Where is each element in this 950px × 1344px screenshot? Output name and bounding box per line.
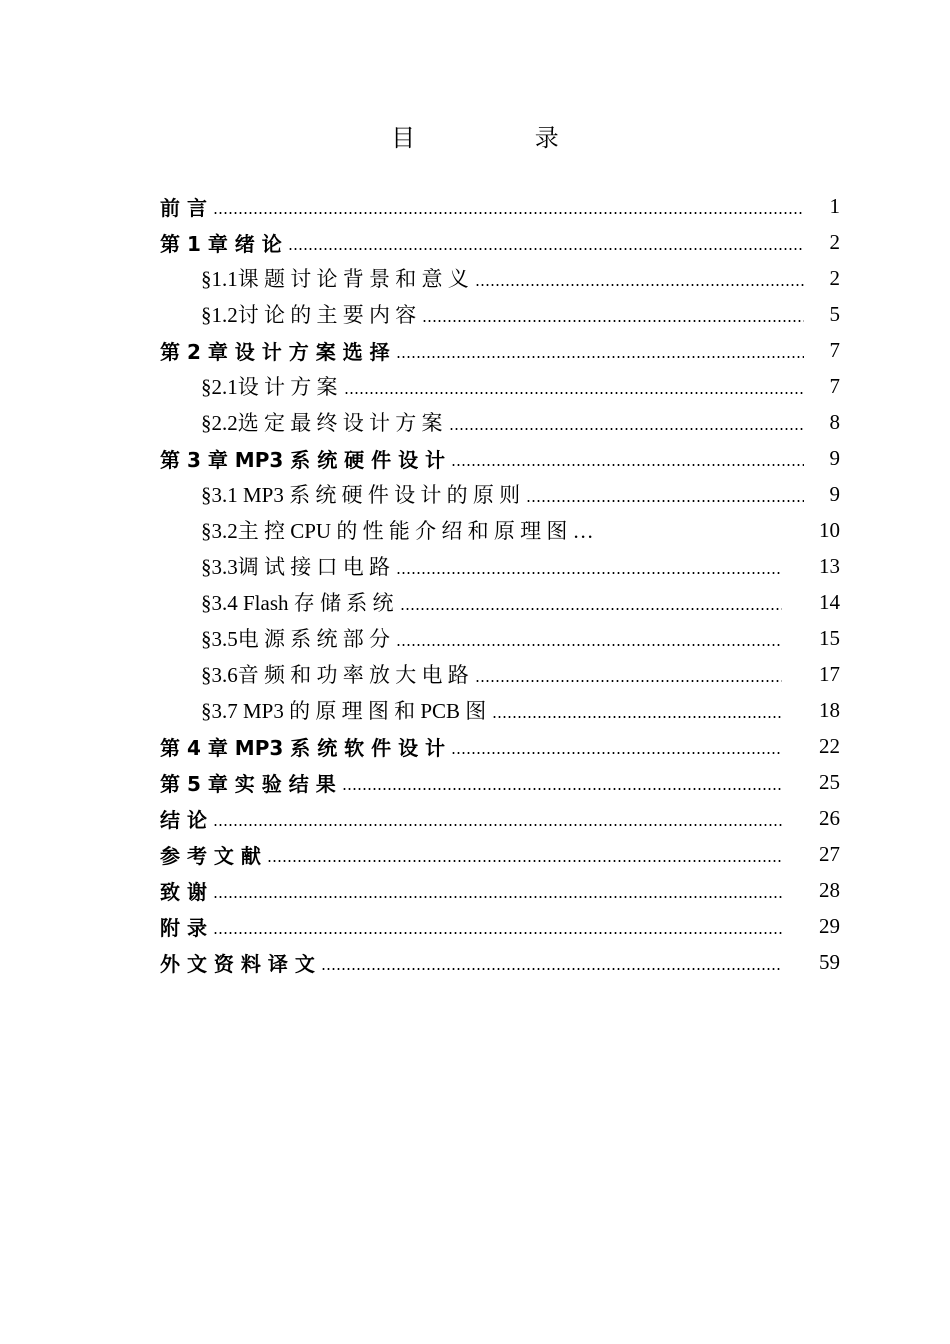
- toc-entry[interactable]: [160, 440, 840, 476]
- toc-page-number: 59: [819, 949, 840, 974]
- toc-page-number: 9: [829, 445, 840, 470]
- toc-entry-label: §3.6音 频 和 功 率 放 大 电 路: [201, 663, 469, 687]
- page-title: 目 录: [391, 124, 615, 152]
- toc-entry[interactable]: [160, 872, 840, 908]
- dot-leader: [400, 593, 782, 611]
- toc-entry[interactable]: [160, 548, 840, 584]
- toc-page-number: 7: [829, 373, 840, 398]
- toc-page-number: 17: [819, 661, 840, 686]
- dot-leader: [475, 665, 782, 683]
- toc-entry[interactable]: [160, 224, 840, 260]
- dot-leader: [213, 881, 782, 899]
- toc-entry[interactable]: [160, 296, 840, 332]
- table-of-contents: [160, 188, 840, 980]
- toc-entry[interactable]: [160, 728, 840, 764]
- toc-entry[interactable]: [160, 368, 840, 404]
- toc-entry-label: §3.7 MP3 的 原 理 图 和 PCB 图: [201, 699, 487, 723]
- toc-page-number: 14: [819, 589, 840, 614]
- dot-leader: [321, 953, 782, 971]
- toc-entry-label: §1.1课 题 讨 论 背 景 和 意 义: [201, 267, 469, 291]
- toc-page-number: 1: [829, 193, 840, 218]
- dot-leader: [526, 485, 804, 503]
- toc-entry-label: §3.2主 控 CPU 的 性 能 介 绍 和 原 理 图 …: [201, 519, 594, 543]
- dot-leader: [213, 197, 804, 215]
- toc-entry-label: 前 言: [160, 195, 207, 220]
- toc-page-number: 2: [829, 265, 840, 290]
- dot-leader: [475, 269, 804, 287]
- toc-entry[interactable]: [160, 512, 840, 548]
- toc-entry[interactable]: [160, 944, 840, 980]
- dot-leader: [396, 557, 782, 575]
- toc-page-number: 7: [829, 337, 840, 362]
- toc-entry[interactable]: [160, 332, 840, 368]
- toc-entry[interactable]: [160, 584, 840, 620]
- dot-leader: [267, 845, 782, 863]
- toc-page-number: 10: [819, 517, 840, 542]
- toc-entry[interactable]: [160, 656, 840, 692]
- toc-page-number: 13: [819, 553, 840, 578]
- toc-page-number: 22: [819, 733, 840, 758]
- toc-page-number: 26: [819, 805, 840, 830]
- toc-entry[interactable]: [160, 476, 840, 512]
- toc-entry-label: 附 录: [160, 915, 207, 940]
- toc-entry[interactable]: [160, 404, 840, 440]
- dot-leader: [396, 341, 804, 359]
- toc-entry-label: 第 2 章 设 计 方 案 选 择: [160, 339, 390, 364]
- toc-entry-label: §2.2选 定 最 终 设 计 方 案: [201, 411, 443, 435]
- toc-entry[interactable]: [160, 836, 840, 872]
- toc-entry-label: 致 谢: [160, 879, 207, 904]
- toc-entry-label: 参 考 文 献: [160, 843, 261, 868]
- toc-entry-label: 结 论: [160, 807, 207, 832]
- dot-leader: [213, 809, 782, 827]
- dot-leader: [342, 773, 782, 791]
- toc-entry-label: 第 1 章 绪 论: [160, 231, 282, 256]
- toc-page-number: 8: [829, 409, 840, 434]
- toc-page-number: 29: [819, 913, 840, 938]
- toc-entry-label: 第 3 章 MP3 系 统 硬 件 设 计: [160, 447, 446, 472]
- dot-leader: [213, 917, 782, 935]
- toc-entry-label: §3.4 Flash 存 储 系 统: [201, 591, 394, 615]
- toc-page-number: 15: [819, 625, 840, 650]
- toc-entry-label: §2.1设 计 方 案: [201, 375, 338, 399]
- toc-entry-label: §3.3调 试 接 口 电 路: [201, 555, 390, 579]
- dot-leader: [451, 737, 782, 755]
- toc-entry[interactable]: [160, 764, 840, 800]
- dot-leader: [344, 377, 805, 395]
- toc-entry[interactable]: [160, 260, 840, 296]
- toc-page-number: 18: [819, 697, 840, 722]
- toc-entry[interactable]: [160, 908, 840, 944]
- dot-leader: [422, 305, 804, 323]
- toc-entry[interactable]: [160, 692, 840, 728]
- toc-page-number: 5: [829, 301, 840, 326]
- toc-entry-label: 外 文 资 料 译 文: [160, 951, 315, 976]
- dot-leader: [396, 629, 782, 647]
- toc-page-number: 25: [819, 769, 840, 794]
- toc-entry-label: §1.2讨 论 的 主 要 内 容: [201, 303, 417, 327]
- dot-leader: [288, 233, 804, 251]
- toc-entry[interactable]: [160, 620, 840, 656]
- toc-entry-label: §3.1 MP3 系 统 硬 件 设 计 的 原 则: [201, 483, 521, 507]
- toc-page-number: 2: [829, 229, 840, 254]
- toc-entry-label: §3.5电 源 系 统 部 分: [201, 627, 390, 651]
- toc-page-number: 28: [819, 877, 840, 902]
- toc-page-number: 9: [829, 481, 840, 506]
- toc-page-number: 27: [819, 841, 840, 866]
- dot-leader: [449, 413, 805, 431]
- toc-entry-label: 第 4 章 MP3 系 统 软 件 设 计: [160, 735, 446, 760]
- toc-entry[interactable]: [160, 800, 840, 836]
- dot-leader: [451, 449, 804, 467]
- dot-leader: [492, 701, 782, 719]
- toc-entry-label: 第 5 章 实 验 结 果: [160, 771, 336, 796]
- toc-entry[interactable]: [160, 188, 840, 224]
